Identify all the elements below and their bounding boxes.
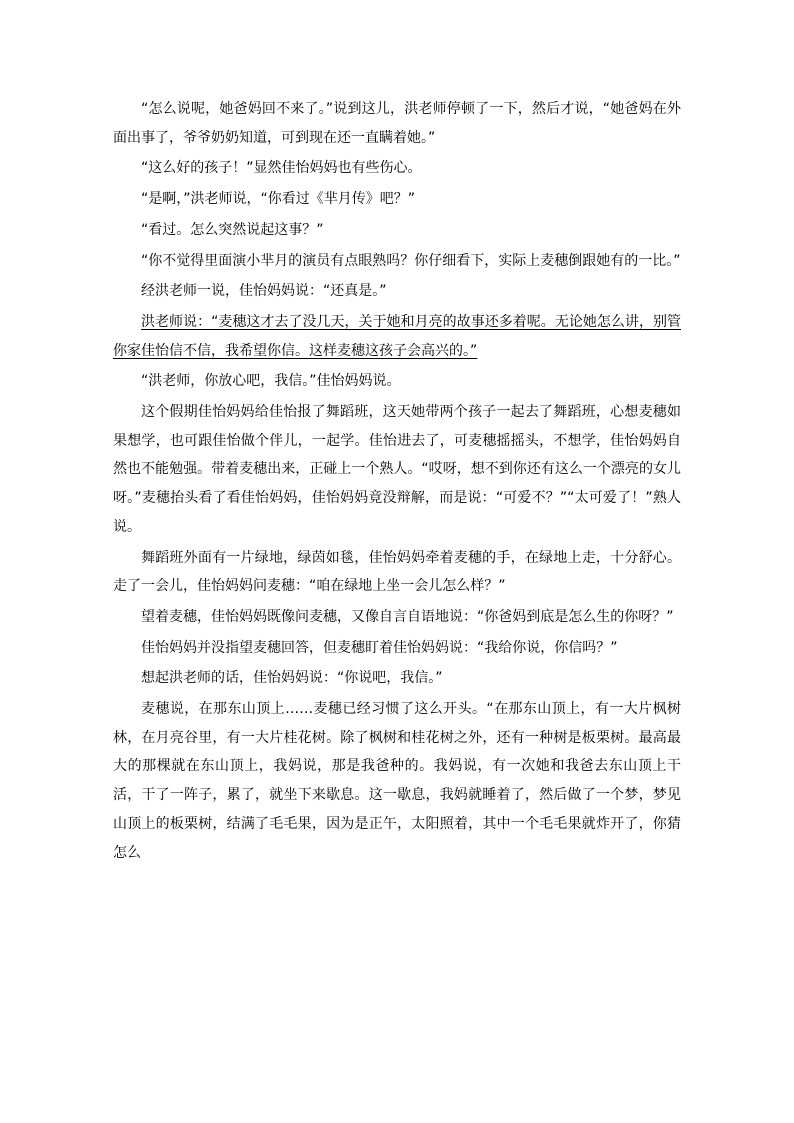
paragraph-4: “看过。怎么突然说起这事？” — [141, 221, 324, 238]
paragraph-12: 佳怡妈妈并没指望麦穗回答，但麦穗盯着佳怡妈妈说：“我给你说，你信吗？” — [141, 639, 618, 656]
paragraph-5: “你不觉得里面演小芈月的演员有点眼熟吗？你仔细看下，实际上麦穗倒跟她有的一比。” — [141, 252, 681, 269]
paragraph-14: 麦穗说，在那东山顶上……麦穗已经习惯了这么开头。“在那东山顶上，有一大片枫树林，在月亮谷里，有一大片桂花树。除了枫树和桂花树之外，还有一种树是板栗树。最高最大的那棵就在东山顶上，我妈说，那是我爸种的。我妈说，有一次她和我爸去东山顶上干活，干了一阵子，累了，就坐下来歇息。这一歇息，我妈就睡着了，然后做了一个梦，梦见山顶上的板栗树，结满了毛毛果，因为是正午，太阳照着，其中一个毛毛果就炸开了，你猜怎么 — [113, 701, 681, 861]
paragraph-6: 经洪老师一说，佳怡妈妈说：“还真是。” — [141, 283, 387, 300]
document-body — [113, 95, 681, 869]
paragraph-8: “洪老师，你放心吧，我信。”佳怡妈妈说。 — [141, 373, 401, 390]
paragraph-7-underlined: 洪老师说：“麦穗这才去了没几天，关于她和月亮的故事还多着呢。无论她怎么讲，别管你家佳怡信不信，我希望你信。这样麦穗这孩子会高兴的。” — [113, 313, 681, 359]
paragraph-9: 这个假期佳怡妈妈给佳怡报了舞蹈班，这天她带两个孩子一起去了舞蹈班，心想麦穗如果想学，也可跟佳怡做个伴儿，一起学。佳怡进去了，可麦穗摇摇头，不想学，佳怡妈妈自然也不能勉强。带着麦穗出来，正碰上一个熟人。“哎呀，想不到你还有这么一个漂亮的女儿呀。”麦穗抬头看了看佳怡妈妈，佳怡妈妈竟没辩解，而是说：“可爱不？”“太可爱了！”熟人说。 — [113, 404, 681, 535]
paragraph-1: “怎么说呢，她爸妈回不来了。”说到这儿，洪老师停顿了一下，然后才说，“她爸妈在外面出事了，爷爷奶奶知道，可到现在还一直瞒着她。” — [113, 101, 681, 146]
paragraph-3: “是啊，”洪老师说，“你看过《芈月传》吧？” — [141, 191, 416, 208]
paragraph-11: 望着麦穗，佳怡妈妈既像问麦穗，又像自言自语地说：“你爸妈到底是怎么生的你呀？” — [141, 608, 674, 625]
paragraph-13: 想起洪老师的话，佳怡妈妈说：“你说吧，我信。” — [141, 670, 443, 687]
paragraph-2: “这么好的孩子！”显然佳怡妈妈也有些伤心。 — [141, 160, 422, 177]
paragraph-10: 舞蹈班外面有一片绿地，绿茵如毯，佳怡妈妈牵着麦穗的手，在绿地上走，十分舒心。走了一会儿，佳怡妈妈问麦穗：“咱在绿地上坐一会儿怎么样？” — [113, 549, 681, 595]
